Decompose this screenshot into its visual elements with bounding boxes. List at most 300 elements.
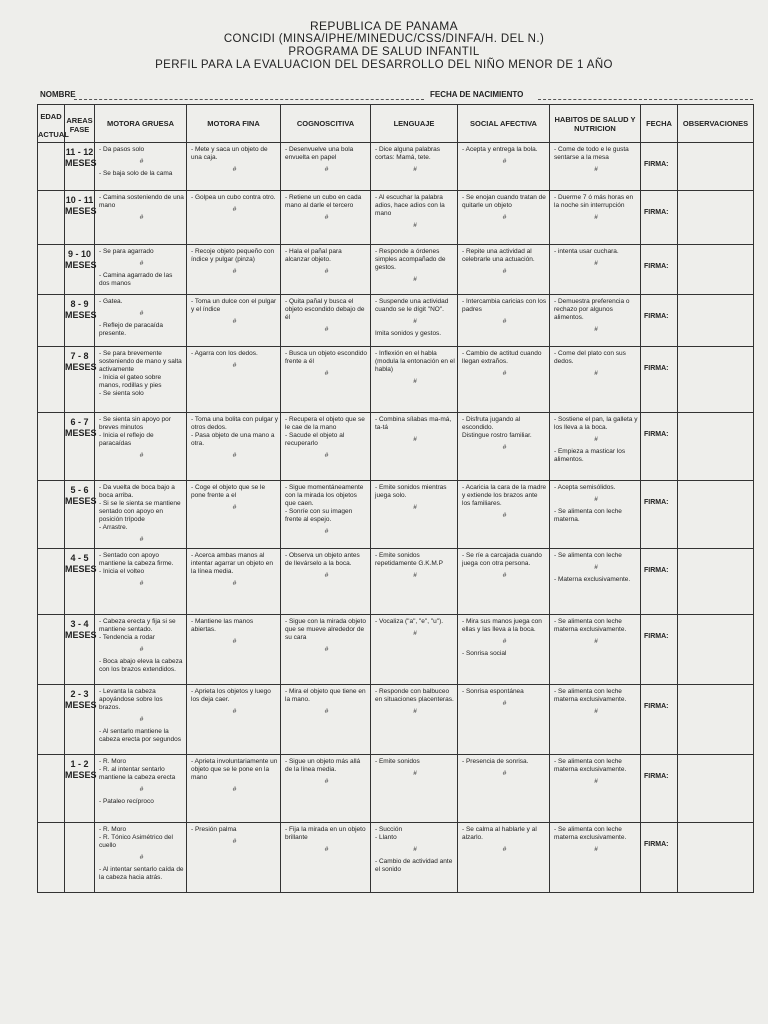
period-cell: 2 - 3 MESES: [65, 685, 95, 755]
col-fecha: FECHA: [641, 105, 678, 143]
milestone-text: - Agarra con los dedos.: [191, 350, 258, 357]
milestone-cell-hab: [550, 191, 641, 245]
milestone-text: #: [594, 214, 598, 221]
milestone-text: #: [502, 444, 507, 451]
milestone-cell-mg: [95, 347, 187, 413]
firma-cell[interactable]: FIRMA:: [641, 755, 678, 823]
milestone-text: - Mira el objeto que tiene en la mano.: [285, 688, 366, 703]
milestone-cell-len: [371, 143, 458, 191]
milestone-cell-mf: [187, 245, 281, 295]
edad-actual-cell[interactable]: [38, 191, 65, 245]
milestone-text: - Se ríe a carcajada cuando juega con otra persona.: [462, 552, 542, 567]
milestone-text: #: [232, 452, 237, 459]
milestone-text: #: [502, 512, 507, 519]
milestone-cell-mf: [187, 143, 281, 191]
milestone-text: #: [324, 646, 329, 653]
milestone-text: #: [232, 638, 237, 645]
milestone-text: #: [413, 436, 417, 443]
milestone-cell-soc: [458, 347, 550, 413]
milestone-cell-cog: [281, 347, 371, 413]
milestone-text: - Camina agarrado de las dos manos: [99, 272, 173, 287]
name-label: NOMBRE: [40, 90, 76, 99]
milestone-text: - Da vuelta de boca bajo a boca arriba.: [99, 484, 175, 499]
firma-cell[interactable]: FIRMA:: [641, 549, 678, 615]
development-table: [37, 104, 754, 893]
milestone-text: - Se alimenta con leche materna.: [554, 508, 622, 523]
milestone-cell-mg: [95, 191, 187, 245]
milestone-cell-mf: [187, 481, 281, 549]
milestone-cell-mg: [95, 143, 187, 191]
firma-cell[interactable]: FIRMA:: [641, 295, 678, 347]
firma-cell[interactable]: FIRMA:: [641, 143, 678, 191]
milestone-text: - Presión palma: [191, 826, 237, 833]
milestone-text: #: [232, 838, 237, 845]
milestone-text: - Mira sus manos juega con ellas y las lleva a la boca.: [462, 618, 542, 633]
milestone-text: #: [502, 214, 507, 221]
milestone-text: #: [502, 370, 507, 377]
milestone-text: - Arrastre.: [99, 524, 128, 531]
milestone-cell-soc: [458, 245, 550, 295]
milestone-cell-len: [371, 245, 458, 295]
firma-cell[interactable]: FIRMA:: [641, 245, 678, 295]
milestone-cell-soc: [458, 481, 550, 549]
milestone-cell-hab: [550, 823, 641, 893]
milestone-text: - Emite sonidos repetidamente G.K.M.P: [375, 552, 443, 567]
milestone-cell-soc: [458, 143, 550, 191]
milestone-cell-mg: [95, 685, 187, 755]
milestone-cell-soc: [458, 615, 550, 685]
milestone-text: - Disfruta jugando al escondido.: [462, 416, 521, 431]
milestone-text: - Combina sílabas ma-má, ta-tá: [375, 416, 452, 431]
col-areas-fase: AREAS FASE: [65, 105, 95, 143]
milestone-text: - Come de todo e le gusta sentarse a la mesa: [554, 146, 629, 161]
milestone-text: - Vocaliza ("a", "e", "u").: [375, 618, 444, 625]
milestone-text: #: [232, 580, 237, 587]
milestone-text: - Pataleo recíproco: [99, 798, 154, 805]
milestone-text: - Golpea un cubo contra otro.: [191, 194, 276, 201]
milestone-text: - Presencia de sonrisa.: [462, 758, 529, 765]
milestone-text: - intenta usar cuchara.: [554, 248, 619, 255]
milestone-cell-mf: [187, 413, 281, 481]
milestone-text: #: [139, 260, 144, 267]
edad-actual-cell[interactable]: [38, 245, 65, 295]
milestone-cell-len: [371, 191, 458, 245]
milestone-cell-cog: [281, 549, 371, 615]
milestone-text: #: [139, 310, 144, 317]
milestone-text: - Camina sosteniendo de una mano: [99, 194, 184, 209]
milestone-text: - Acaricia la cara de la madre y extiende los brazos ante los familiares.: [462, 484, 547, 507]
milestone-text: #: [139, 580, 144, 587]
milestone-text: #: [232, 318, 237, 325]
milestone-cell-hab: [550, 481, 641, 549]
milestone-text: #: [413, 630, 417, 637]
milestone-text: Distingue rostro familiar.: [462, 432, 532, 439]
milestone-text: #: [413, 572, 417, 579]
milestone-text: Imita sonidos y gestos.: [375, 330, 442, 337]
observaciones-cell[interactable]: [678, 191, 754, 245]
milestone-text: #: [139, 646, 144, 653]
milestone-text: #: [232, 268, 237, 275]
milestone-text: - Se para brevemente sosteniendo de mano y salta activamente: [99, 350, 182, 373]
milestone-text: - Levanta la cabeza apoyándose sobre los brazos.: [99, 688, 163, 711]
milestone-text: #: [594, 638, 598, 645]
milestone-text: #: [139, 536, 144, 543]
milestone-text: #: [502, 700, 507, 707]
milestone-text: - R. Tónico Asimétrico del cuello: [99, 834, 173, 849]
milestone-cell-mf: [187, 295, 281, 347]
milestone-cell-hab: [550, 413, 641, 481]
milestone-cell-hab: [550, 347, 641, 413]
edad-actual-cell[interactable]: [38, 685, 65, 755]
milestone-text: - Se para agarrado: [99, 248, 154, 255]
milestone-text: #: [502, 318, 507, 325]
observaciones-cell[interactable]: [678, 549, 754, 615]
milestone-cell-cog: [281, 615, 371, 685]
firma-cell[interactable]: FIRMA:: [641, 191, 678, 245]
milestone-cell-soc: [458, 295, 550, 347]
milestone-text: - Se alimenta con leche materna exclusivamente.: [554, 758, 627, 773]
table-row: [38, 481, 754, 549]
milestone-cell-mg: [95, 245, 187, 295]
milestone-cell-len: [371, 481, 458, 549]
milestone-cell-len: [371, 685, 458, 755]
milestone-text: #: [502, 770, 507, 777]
milestone-text: - Sentado con apoyo mantiene la cabeza firme.: [99, 552, 174, 567]
milestone-text: - Inicia el reflejo de paracaídas: [99, 432, 154, 447]
period-cell: 5 - 6 MESES: [65, 481, 95, 549]
milestone-text: #: [232, 708, 237, 715]
period-cell: 7 - 8 MESES: [65, 347, 95, 413]
milestone-text: - Sigue momentáneamente con la mirada los objetos que caen.: [285, 484, 364, 507]
milestone-text: - Inicia el volteo: [99, 568, 145, 575]
milestone-cell-hab: [550, 685, 641, 755]
milestone-text: - Al escuchar la palabra adios, hace adios con la mano: [375, 194, 445, 217]
milestone-cell-mg: [95, 481, 187, 549]
milestone-text: #: [324, 370, 329, 377]
milestone-cell-cog: [281, 685, 371, 755]
milestone-cell-soc: [458, 685, 550, 755]
milestone-text: - Come del plato con sus dedos.: [554, 350, 626, 365]
milestone-text: #: [502, 158, 507, 165]
milestone-text: #: [232, 504, 237, 511]
milestone-text: - Dice alguna palabras cortas: Mamá, tete.: [375, 146, 441, 161]
milestone-text: - Mantiene las manos abiertas.: [191, 618, 254, 633]
milestone-text: - Reflejo de paracaída presente.: [99, 322, 163, 337]
milestone-text: #: [413, 378, 417, 385]
firma-cell[interactable]: FIRMA:: [641, 685, 678, 755]
milestone-text: - R. Moro: [99, 826, 127, 833]
observaciones-cell[interactable]: [678, 755, 754, 823]
milestone-text: - Sonrisa espontánea: [462, 688, 524, 695]
milestone-text: #: [502, 268, 507, 275]
milestone-text: - Cambio de actividad ante el sonido: [375, 858, 453, 873]
milestone-text: - Se alimenta con leche materna exclusivamente.: [554, 688, 627, 703]
table-row: [38, 143, 754, 191]
milestone-text: - Emite sonidos mientras juega solo.: [375, 484, 447, 499]
milestone-text: #: [594, 846, 598, 853]
observaciones-cell[interactable]: [678, 481, 754, 549]
milestone-cell-mf: [187, 823, 281, 893]
milestone-text: - Da pasos solo: [99, 146, 145, 153]
table-row: [38, 549, 754, 615]
milestone-text: - Hala el pañal para alcanzar objeto.: [285, 248, 342, 263]
milestone-cell-cog: [281, 295, 371, 347]
birth-date-field[interactable]: [538, 99, 753, 100]
table-row: [38, 615, 754, 685]
milestone-text: - Boca abajo eleva la cabeza con los brazos extendidos.: [99, 658, 183, 673]
period-cell: 10 - 11 MESES: [65, 191, 95, 245]
milestone-text: - Al sentarlo mantiene la cabeza erecta por segundos: [99, 728, 182, 743]
milestone-text: - Se sienta sin apoyo por breves minutos: [99, 416, 171, 431]
milestone-cell-hab: [550, 615, 641, 685]
milestone-text: #: [232, 166, 237, 173]
period-cell: 8 - 9 MESES: [65, 295, 95, 347]
milestone-cell-mf: [187, 685, 281, 755]
edad-actual-cell[interactable]: [38, 295, 65, 347]
milestone-text: #: [324, 778, 329, 785]
milestone-text: - Acerca ambas manos al intentar agarrar un objeto en la línea media.: [191, 552, 274, 575]
table-row: [38, 823, 754, 893]
milestone-cell-hab: [550, 245, 641, 295]
milestone-text: - Cambio de actitud cuando llegan extraños.: [462, 350, 542, 365]
milestone-text: - Suspende una actividad cuando se le dígit "NO".: [375, 298, 449, 313]
milestone-cell-soc: [458, 191, 550, 245]
milestone-text: - Sonrisa social: [462, 650, 507, 657]
milestone-text: - Demuestra preferencia o rechazo por algunos alimentos.: [554, 298, 630, 321]
form-header: [0, 20, 768, 72]
milestone-text: #: [139, 854, 144, 861]
milestone-text: #: [413, 276, 417, 283]
milestone-cell-soc: [458, 823, 550, 893]
firma-cell[interactable]: FIRMA:: [641, 823, 678, 893]
milestone-text: #: [413, 846, 417, 853]
firma-cell[interactable]: FIRMA:: [641, 347, 678, 413]
name-field[interactable]: [74, 99, 424, 100]
milestone-text: - Se baja solo de la cama: [99, 170, 173, 177]
milestone-text: #: [594, 778, 598, 785]
milestone-cell-cog: [281, 823, 371, 893]
milestone-text: - Se enojan cuando tratan de quitarle un objeto: [462, 194, 546, 209]
milestone-text: - Fija la mirada en un objeto brillante: [285, 826, 366, 841]
milestone-text: - Se alimenta con leche: [554, 552, 622, 559]
milestone-text: - Retiene un cubo en cada mano al darle el tercero: [285, 194, 362, 209]
col-social-afectiva: SOCIAL AFECTIVA: [458, 105, 550, 143]
milestone-cell-cog: [281, 481, 371, 549]
milestone-text: - Sigue con la mirada objeto que se mueve alrededor de su cara: [285, 618, 366, 641]
milestone-text: - Busca un objeto escondido frente a él: [285, 350, 368, 365]
milestone-text: #: [324, 572, 329, 579]
milestone-text: - Gatea.: [99, 298, 123, 305]
col-cognoscitiva: COGNOSCITIVA: [281, 105, 371, 143]
milestone-cell-hab: [550, 755, 641, 823]
milestone-text: - Responde con balbuceo en situaciones placenteras.: [375, 688, 454, 703]
milestone-text: #: [502, 638, 507, 645]
observaciones-cell[interactable]: [678, 413, 754, 481]
milestone-text: - Se alimenta con leche materna exclusivamente.: [554, 618, 627, 633]
milestone-cell-mg: [95, 295, 187, 347]
milestone-cell-hab: [550, 295, 641, 347]
col-lenguaje: LENGUAJE: [371, 105, 458, 143]
milestone-text: - Sigue un objeto más allá de la línea media.: [285, 758, 361, 773]
milestone-text: - Repite una actividad al celebrarle una actuación.: [462, 248, 535, 263]
milestone-text: #: [502, 572, 507, 579]
milestone-text: #: [139, 214, 144, 221]
milestone-text: - Se alimenta con leche materna exclusivamente.: [554, 826, 627, 841]
edad-actual-cell[interactable]: [38, 615, 65, 685]
milestone-text: #: [413, 222, 417, 229]
observaciones-cell[interactable]: [678, 347, 754, 413]
period-cell: 9 - 10 MESES: [65, 245, 95, 295]
milestone-text: - Tendencia a rodar: [99, 634, 155, 641]
milestone-cell-len: [371, 549, 458, 615]
milestone-cell-len: [371, 295, 458, 347]
milestone-cell-mf: [187, 347, 281, 413]
milestone-cell-mf: [187, 615, 281, 685]
milestone-text: - Mete y saca un objeto de una caja.: [191, 146, 268, 161]
milestone-cell-len: [371, 755, 458, 823]
milestone-text: #: [413, 166, 417, 173]
col-observaciones: OBSERVACIONES: [678, 105, 754, 143]
milestone-text: #: [324, 528, 329, 535]
milestone-text: #: [324, 268, 329, 275]
edad-actual-cell[interactable]: [38, 413, 65, 481]
milestone-text: - Si se le sienta se mantiene sentado con apoyo en posición trípode: [99, 500, 181, 523]
observaciones-cell[interactable]: [678, 615, 754, 685]
header-organizations: CONCIDI (MINSA/IPHE/MINEDUC/CSS/DINFA/H. DEL N.): [223, 33, 545, 45]
milestone-text: - Inicia el gateo sobre manos, rodillas y pies: [99, 374, 162, 389]
header-country: REPUBLICA DE PANAMA: [309, 19, 459, 33]
milestone-text: #: [324, 166, 329, 173]
milestone-text: - Sacude el objeto al recuperarlo: [285, 432, 345, 447]
milestone-text: - Empieza a masticar los alimentos.: [554, 448, 626, 463]
milestone-text: #: [139, 786, 144, 793]
milestone-text: #: [413, 708, 417, 715]
milestone-text: #: [232, 206, 237, 213]
milestone-text: - Coge el objeto que se le pone frente a el: [191, 484, 266, 499]
milestone-cell-cog: [281, 143, 371, 191]
header-form-title: PERFIL PARA LA EVALUACION DEL DESARROLLO DEL NIÑO MENOR DE 1 AÑO: [155, 59, 613, 71]
period-cell: 6 - 7 MESES: [65, 413, 95, 481]
milestone-cell-soc: [458, 755, 550, 823]
milestone-text: #: [594, 436, 598, 443]
milestone-cell-cog: [281, 191, 371, 245]
col-edad: EDAD ACTUAL: [38, 105, 65, 143]
milestone-text: - R. al intentar sentarlo mantiene la cabeza erecta: [99, 766, 176, 781]
milestone-text: - Al intentar sentarlo caída de la cabeza hacia atrás.: [99, 866, 184, 881]
milestone-text: #: [324, 452, 329, 459]
milestone-cell-soc: [458, 413, 550, 481]
milestone-cell-len: [371, 413, 458, 481]
birth-date-label: FECHA DE NACIMIENTO: [430, 90, 524, 99]
milestone-text: - Succión: [375, 826, 403, 833]
observaciones-cell[interactable]: [678, 685, 754, 755]
milestone-text: - Recupera el objeto que se le cae de la mano: [285, 416, 365, 431]
milestone-text: - Inflexión en el habla (modula la entonación en el habla): [375, 350, 455, 373]
milestone-text: - Observa un objeto antes de llevárselo a la boca.: [285, 552, 360, 567]
milestone-text: - Quita pañal y busca el objeto escondido debajo de él: [285, 298, 365, 321]
period-cell: 4 - 5 MESES: [65, 549, 95, 615]
milestone-text: #: [502, 846, 507, 853]
milestone-cell-mg: [95, 615, 187, 685]
milestone-text: #: [232, 786, 237, 793]
table-row: [38, 245, 754, 295]
milestone-text: #: [139, 158, 144, 165]
col-motora-fina: MOTORA FINA: [187, 105, 281, 143]
edad-actual-cell[interactable]: [38, 549, 65, 615]
milestone-cell-cog: [281, 245, 371, 295]
firma-cell[interactable]: FIRMA:: [641, 481, 678, 549]
observaciones-cell[interactable]: [678, 823, 754, 893]
milestone-text: - Emite sonidos: [375, 758, 420, 765]
milestone-text: - Intercambia caricias con los padres: [462, 298, 547, 313]
milestone-text: #: [139, 452, 144, 459]
firma-cell[interactable]: FIRMA:: [641, 615, 678, 685]
table-row: [38, 755, 754, 823]
table-header-row: [38, 105, 754, 143]
milestone-text: #: [413, 504, 417, 511]
milestone-text: - Acepta y entrega la bola.: [462, 146, 538, 153]
table-row: [38, 295, 754, 347]
edad-actual-cell[interactable]: [38, 481, 65, 549]
milestone-text: - Toma un dulce con el pulgar y el índice: [191, 298, 277, 313]
milestone-cell-mf: [187, 191, 281, 245]
milestone-text: #: [594, 260, 598, 267]
observaciones-cell[interactable]: [678, 245, 754, 295]
milestone-text: #: [594, 708, 598, 715]
milestone-text: - Acepta semisólidos.: [554, 484, 616, 491]
milestone-cell-mf: [187, 755, 281, 823]
table-row: [38, 347, 754, 413]
milestone-text: - Pasa objeto de una mano a otra.: [191, 432, 275, 447]
milestone-cell-mg: [95, 549, 187, 615]
firma-cell[interactable]: FIRMA:: [641, 413, 678, 481]
milestone-text: #: [594, 564, 598, 571]
table-row: [38, 413, 754, 481]
milestone-cell-len: [371, 615, 458, 685]
milestone-text: #: [594, 496, 598, 503]
milestone-text: - Llanto: [375, 834, 397, 841]
milestone-text: - Sonríe con su imagen frente al espejo.: [285, 508, 353, 523]
period-cell: 11 - 12 MESES: [65, 143, 95, 191]
milestone-cell-hab: [550, 549, 641, 615]
milestone-text: #: [324, 846, 329, 853]
period-cell: 1 - 2 MESES: [65, 755, 95, 823]
milestone-cell-len: [371, 823, 458, 893]
edad-actual-cell[interactable]: [38, 823, 65, 893]
table-row: [38, 685, 754, 755]
edad-actual-cell[interactable]: [38, 143, 65, 191]
milestone-cell-cog: [281, 413, 371, 481]
observaciones-cell[interactable]: [678, 143, 754, 191]
edad-actual-cell[interactable]: [38, 755, 65, 823]
observaciones-cell[interactable]: [678, 295, 754, 347]
milestone-text: - Se sienta solo: [99, 390, 144, 397]
milestone-text: #: [232, 362, 237, 369]
milestone-text: #: [594, 166, 598, 173]
milestone-cell-mf: [187, 549, 281, 615]
milestone-text: - Materna exclusivamente.: [554, 576, 631, 583]
period-cell: 3 - 4 MESES: [65, 615, 95, 685]
table-row: [38, 191, 754, 245]
milestone-text: - Duerme 7 ó más horas en la noche sin interrupción: [554, 194, 634, 209]
milestone-text: - Aprieta involuntariamente un objeto que se le pone en la mano: [191, 758, 278, 781]
milestone-cell-mg: [95, 413, 187, 481]
milestone-text: #: [594, 326, 598, 333]
milestone-cell-mg: [95, 755, 187, 823]
milestone-text: #: [413, 318, 417, 325]
edad-actual-cell[interactable]: [38, 347, 65, 413]
milestone-text: - Se calma al hablarle y al alzarlo.: [462, 826, 537, 841]
